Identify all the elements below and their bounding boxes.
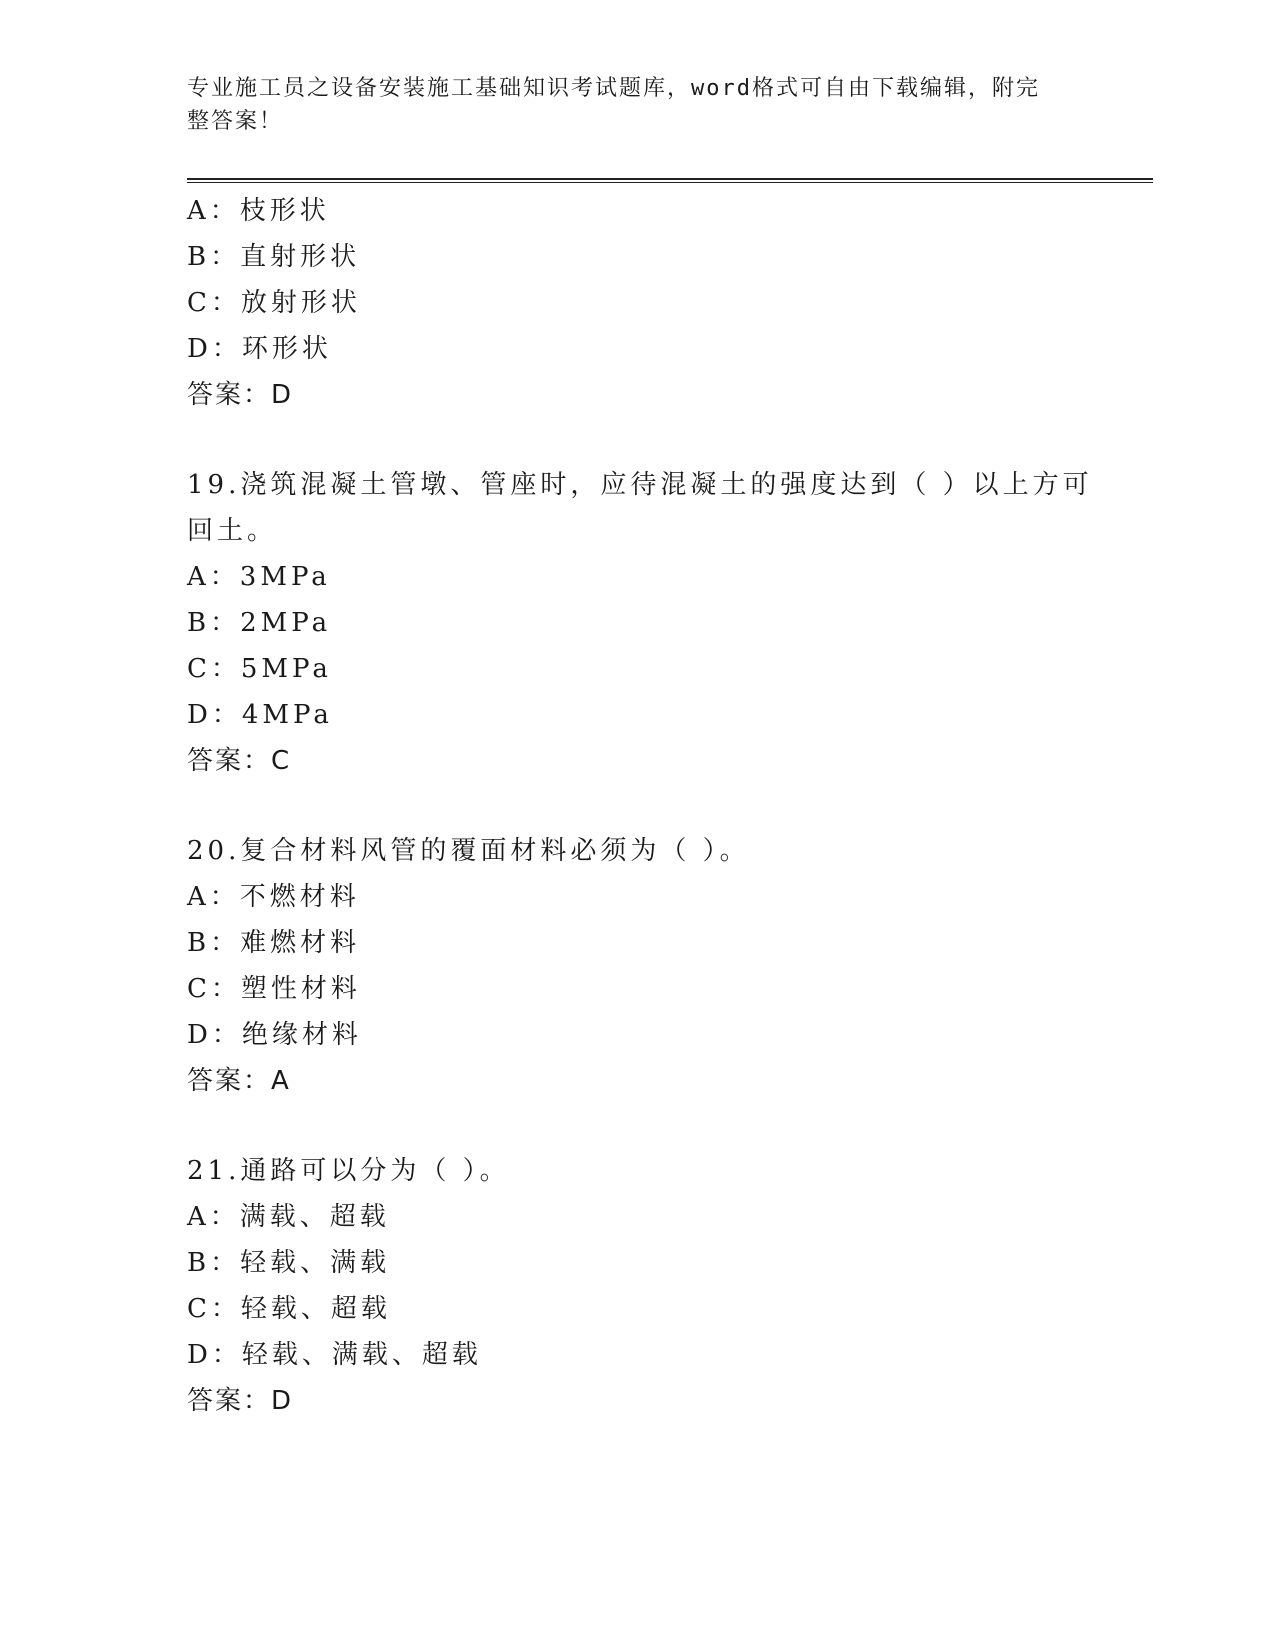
option-c: C：5MPa (187, 654, 332, 684)
answer: 答案：A (187, 1066, 291, 1096)
spacer (187, 784, 1067, 828)
question-list (187, 188, 1093, 1424)
header-line-1: 专业施工员之设备安装施工基础知识考试题库，word格式可自由下载编辑，附完 (187, 76, 1040, 101)
option-c: C：轻载、超载 (187, 1294, 391, 1324)
option-a: A：枝形状 (187, 196, 330, 226)
option-c: C：塑性材料 (187, 974, 361, 1004)
option-b: B：直射形状 (187, 242, 361, 272)
option-c: C：放射形状 (187, 288, 361, 318)
option-b: B：2MPa (187, 608, 332, 638)
spacer (187, 418, 1067, 462)
question-21 (187, 1148, 1067, 1424)
answer: 答案：D (187, 380, 294, 410)
question-stem: 19.浇筑混凝土管墩、管座时，应待混凝土的强度达到（ ）以上方可 (187, 470, 1093, 500)
spacer (187, 1104, 1067, 1148)
option-d: D：绝缘材料 (187, 1020, 362, 1050)
question-stem: 20.复合材料风管的覆面材料必须为（ ）。 (187, 836, 750, 866)
option-b: B：轻载、满载 (187, 1248, 391, 1278)
answer: 答案：D (187, 1386, 294, 1416)
option-b: B：难燃材料 (187, 928, 361, 958)
question-19 (187, 462, 1093, 784)
question-stem-continued: 回土。 (187, 516, 278, 546)
option-d: D：4MPa (187, 700, 333, 730)
option-a: A：3MPa (187, 562, 331, 592)
header-divider-thin (187, 182, 1153, 183)
option-a: A：不燃材料 (187, 882, 360, 912)
document-header (187, 72, 1067, 138)
option-d: D：环形状 (187, 334, 332, 364)
header-line-2: 整答案！ (187, 109, 284, 134)
question-18 (187, 188, 1067, 418)
question-20 (187, 828, 1067, 1104)
answer: 答案：C (187, 746, 292, 776)
header-divider-thick (187, 178, 1153, 180)
option-d: D：轻载、满载、超载 (187, 1340, 482, 1370)
option-a: A：满载、超载 (187, 1202, 390, 1232)
question-stem: 21.通路可以分为（ ）。 (187, 1156, 510, 1186)
